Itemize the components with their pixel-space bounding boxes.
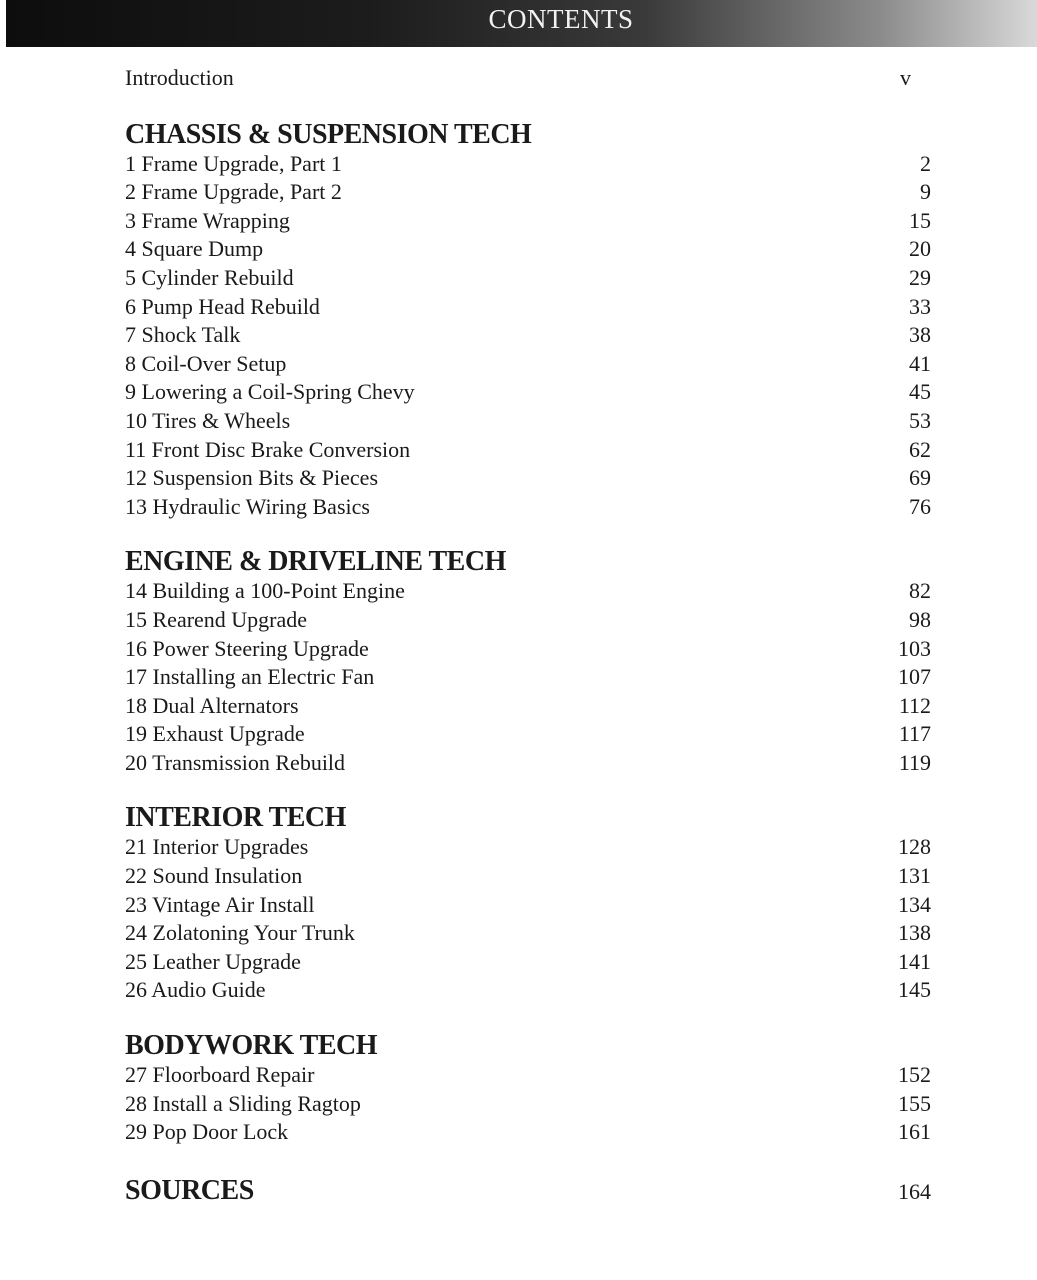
toc-entry[interactable] — [125, 720, 931, 749]
toc-entry-page: 69 — [909, 465, 931, 491]
toc-entry-label: 7 Shock Talk — [125, 322, 241, 348]
toc-entry-label: 20 Transmission Rebuild — [125, 749, 346, 775]
toc-entry-page: 164 — [898, 1178, 931, 1204]
toc-entry[interactable] — [125, 321, 931, 350]
section-heading: ENGINE & DRIVELINE TECH — [125, 546, 506, 578]
toc-entry[interactable] — [125, 919, 931, 948]
toc-entry[interactable] — [125, 293, 931, 322]
toc-entry-page: 138 — [898, 920, 931, 946]
toc-entry[interactable] — [125, 407, 931, 436]
toc-entry-label: 2 Frame Upgrade, Part 2 — [125, 179, 342, 205]
toc-entry[interactable] — [125, 862, 931, 891]
toc-entry-page: 161 — [898, 1119, 931, 1145]
toc-entry-label: 6 Pump Head Rebuild — [125, 293, 320, 319]
toc-entry-introduction[interactable] — [125, 64, 931, 93]
toc-entry-page: 38 — [909, 322, 931, 348]
toc-entry-label: 5 Cylinder Rebuild — [125, 264, 294, 290]
toc-entry-page: 119 — [898, 749, 931, 775]
toc-entry-label: 27 Floorboard Repair — [125, 1062, 315, 1088]
toc-entry[interactable] — [125, 493, 931, 522]
contents-header-bar — [6, 0, 1037, 47]
toc-entry-label: 18 Dual Alternators — [125, 692, 299, 718]
toc-entry[interactable] — [125, 663, 931, 692]
toc-entry-page: 41 — [909, 350, 931, 376]
toc-entry-page: 53 — [909, 407, 931, 433]
toc-entry-label: 3 Frame Wrapping — [125, 207, 290, 233]
toc-entry-label: Introduction — [125, 65, 234, 90]
toc-entry-label: 29 Pop Door Lock — [125, 1119, 289, 1145]
toc-entry-label: 12 Suspension Bits & Pieces — [125, 465, 379, 491]
toc-entry-page: 33 — [909, 293, 931, 319]
toc-entry[interactable] — [125, 749, 931, 778]
toc-entry[interactable] — [125, 635, 931, 664]
section-heading: CHASSIS & SUSPENSION TECH — [125, 118, 532, 150]
toc-entry-page: 152 — [898, 1062, 931, 1088]
page-title: CONTENTS — [488, 4, 634, 34]
toc-entry-page: 131 — [898, 863, 931, 889]
toc-entry[interactable] — [125, 207, 931, 236]
toc-entry-page: 62 — [909, 436, 931, 462]
toc-entry[interactable] — [125, 606, 931, 635]
toc-entry-label: 11 Front Disc Brake Conversion — [125, 436, 411, 462]
toc-entry-page: 29 — [909, 264, 931, 290]
toc-entry-page: 9 — [920, 179, 931, 205]
toc-entry[interactable] — [125, 178, 931, 207]
toc-entry[interactable] — [125, 235, 931, 264]
toc-entry-page: 134 — [898, 891, 931, 917]
toc-entry[interactable] — [125, 1118, 931, 1147]
toc-entry[interactable] — [125, 378, 931, 407]
toc-entry[interactable] — [125, 948, 931, 977]
toc-entry-label: 9 Lowering a Coil-Spring Chevy — [125, 379, 415, 405]
toc-entry[interactable] — [125, 1061, 931, 1090]
toc-entry-page: 45 — [909, 379, 931, 405]
toc-entry[interactable] — [125, 436, 931, 465]
toc-entry[interactable] — [125, 150, 931, 179]
toc-entry-label: 4 Square Dump — [125, 236, 264, 262]
section-heading: SOURCES — [125, 1174, 254, 1206]
toc-entry-page: 20 — [909, 236, 931, 262]
toc-entry-page: 112 — [898, 692, 931, 718]
toc-entry-label: 14 Building a 100-Point Engine — [125, 578, 405, 604]
section-heading: INTERIOR TECH — [125, 802, 346, 834]
toc-entry[interactable] — [125, 833, 931, 862]
toc-entry-page: 107 — [898, 664, 931, 690]
toc-entry-label: 26 Audio Guide — [125, 977, 266, 1003]
toc-entry-label: 1 Frame Upgrade, Part 1 — [125, 150, 342, 176]
toc-entry-label: 23 Vintage Air Install — [125, 891, 315, 917]
toc-entry-label: 10 Tires & Wheels — [125, 407, 291, 433]
toc-entry-label: 17 Installing an Electric Fan — [125, 664, 375, 690]
toc-section-chassis — [125, 120, 931, 522]
toc-entry-label: 8 Coil-Over Setup — [125, 350, 287, 376]
toc-entry-label: 13 Hydraulic Wiring Basics — [125, 493, 370, 519]
toc-entry-label: 19 Exhaust Upgrade — [125, 721, 305, 747]
toc-entry[interactable] — [125, 891, 931, 920]
toc-entry[interactable] — [125, 976, 931, 1005]
toc-section-engine — [125, 547, 931, 777]
toc-entry-page: 103 — [898, 635, 931, 661]
toc-entry-sources[interactable] — [125, 1173, 931, 1209]
toc-entry-label: 24 Zolatoning Your Trunk — [125, 920, 355, 946]
toc-entry[interactable] — [125, 464, 931, 493]
toc-entry-page: v — [900, 65, 911, 90]
toc-entry-page: 145 — [898, 977, 931, 1003]
toc-entry-label: 16 Power Steering Upgrade — [125, 635, 369, 661]
toc-entry-label: 28 Install a Sliding Ragtop — [125, 1090, 361, 1116]
toc-entry[interactable] — [125, 350, 931, 379]
toc-entry[interactable] — [125, 264, 931, 293]
toc-entry-page: 15 — [909, 207, 931, 233]
toc-entry-page: 141 — [898, 948, 931, 974]
toc-entry-page: 82 — [909, 578, 931, 604]
toc-entry[interactable] — [125, 692, 931, 721]
toc-entry-page: 128 — [898, 834, 931, 860]
toc-entry-page: 76 — [909, 493, 931, 519]
toc-entry-page: 155 — [898, 1090, 931, 1116]
table-of-contents — [125, 64, 931, 1209]
toc-entry-label: 15 Rearend Upgrade — [125, 606, 308, 632]
toc-section-bodywork — [125, 1031, 931, 1147]
toc-entry-page: 98 — [909, 606, 931, 632]
toc-entry-label: 25 Leather Upgrade — [125, 948, 301, 974]
toc-section-interior — [125, 803, 931, 1005]
toc-entry-page: 2 — [920, 150, 931, 176]
section-heading: BODYWORK TECH — [125, 1030, 378, 1062]
toc-entry-label: 21 Interior Upgrades — [125, 834, 309, 860]
toc-entry[interactable] — [125, 577, 931, 606]
toc-entry[interactable] — [125, 1090, 931, 1119]
toc-entry-page: 117 — [898, 721, 931, 747]
toc-entry-label: 22 Sound Insulation — [125, 863, 303, 889]
